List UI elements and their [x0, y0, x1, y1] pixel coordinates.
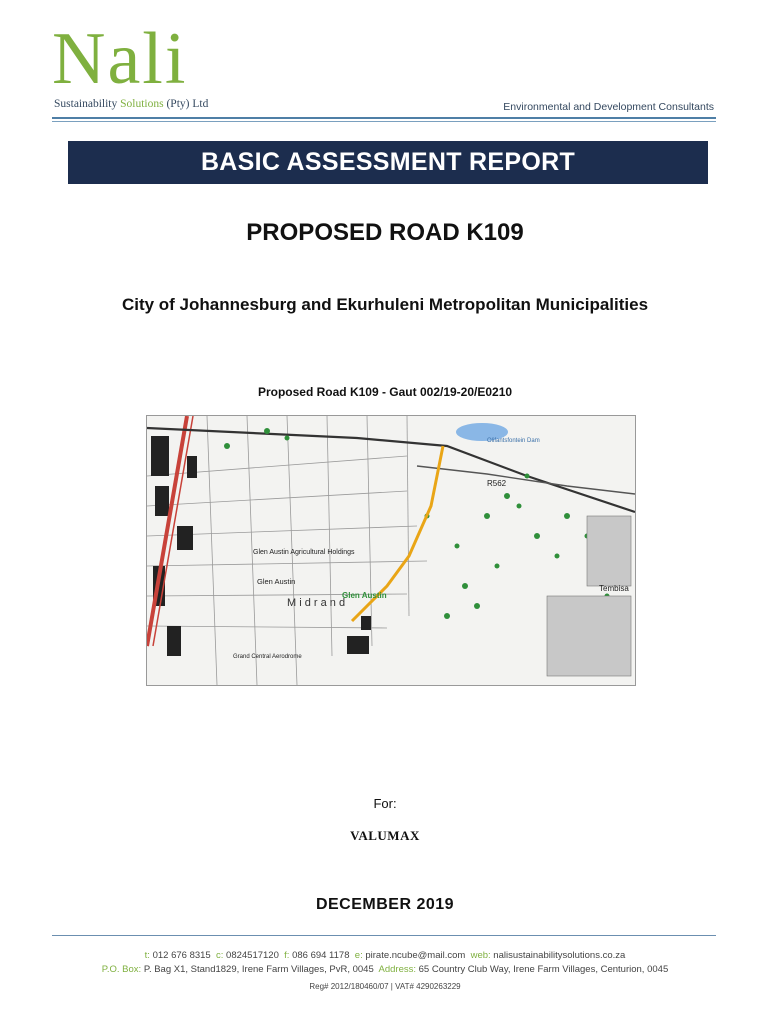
email-link[interactable]: pirate.ncube@mail.com — [365, 950, 466, 961]
map-label-aerodrome: Grand Central Aerodrome — [233, 654, 302, 660]
map-label-midrand: M i d r a n d — [287, 597, 346, 609]
map-label-r562: R562 — [487, 479, 507, 488]
map-label-glen-austin-green: Glen Austin — [342, 591, 387, 600]
project-reference: Proposed Road K109 - Gaut 002/19-20/E0210 — [257, 385, 513, 399]
map-label-glen-austin: Glen Austin — [257, 577, 296, 586]
tagline-suffix: (Pty) Ltd — [166, 98, 209, 110]
locality-map — [146, 415, 636, 686]
company-tagline — [54, 98, 208, 110]
map-label-holdings: Glen Austin Agricultural Holdings — [253, 549, 355, 556]
header-divider-thin — [52, 121, 716, 122]
footer-address: P.O. Box: P. Bag X1, Stand1829, Irene Farm Villages, PvR, 0045 Address: 65 Country Club Way, Irene Farm Villages, Centurion, 0045 — [101, 964, 669, 975]
header-divider — [52, 117, 716, 119]
tagline-green: Solutions — [120, 98, 164, 110]
company-logo: Nali — [52, 18, 188, 100]
website-link[interactable]: nalisustainabilitysolutions.co.za — [493, 950, 626, 961]
prepared-for-label: For: — [373, 796, 397, 811]
client-name: VALUMAX — [350, 828, 420, 843]
consultants-label: Environmental and Development Consultants — [503, 101, 714, 113]
tagline-prefix: Sustainability — [54, 98, 118, 110]
report-subtitle: City of Johannesburg and Ekurhuleni Metropolitan Municipalities — [121, 295, 649, 314]
report-type-banner: BASIC ASSESSMENT REPORT — [68, 141, 708, 184]
map-label-dam: Olifantsfontein Dam — [487, 438, 540, 444]
report-date: DECEMBER 2019 — [315, 896, 455, 913]
report-title: PROPOSED ROAD K109 — [246, 219, 524, 246]
map-label-tembisa: Tembisa — [599, 584, 629, 593]
footer-divider — [52, 935, 716, 936]
footer-registration: Reg# 2012/180460/07 | VAT# 4290263229 — [309, 982, 461, 991]
footer-contacts: t: 012 676 8315 c: 0824517120 f: 086 694 1178 e: pirate.ncube@mail.com web: nalisustainabilitysolutions.co.za — [144, 950, 626, 961]
